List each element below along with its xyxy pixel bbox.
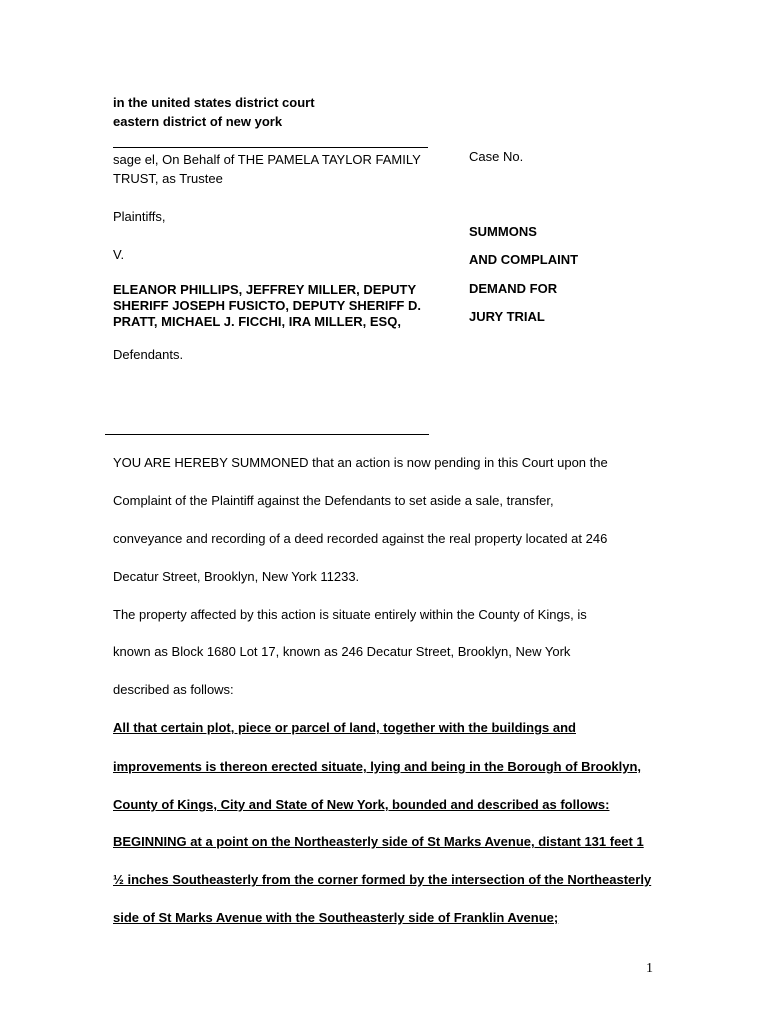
caption-bottom-rule [105,434,429,435]
plaintiffs-label: Plaintiffs, [113,209,166,224]
page-number: 1 [646,961,653,976]
legal-description-line: improvements is thereon erected situate, lying and being in the Borough of Brooklyn, [113,759,642,774]
document-title-line2: AND COMPLAINT [469,252,579,267]
case-number-label: Case No. [469,149,524,164]
plaintiff-name-line2: TRUST, as Trustee [113,171,223,186]
document-title-line3: DEMAND FOR [469,281,558,296]
legal-description-line: All that certain plot, piece or parcel of land, together with the buildings and [113,720,576,735]
document-title-line1: SUMMONS [469,224,537,239]
defendants-line2: SHERIFF JOSEPH FUSICTO, DEPUTY SHERIFF D. [113,298,421,313]
body-line: Complaint of the Plaintiff against the Defendants to set aside a sale, transfer, [113,493,554,508]
caption-top-rule [113,147,428,148]
body-line: known as Block 1680 Lot 17, known as 246 Decatur Street, Brooklyn, New York [113,644,571,659]
body-line: YOU ARE HEREBY SUMMONED that an action is now pending in this Court upon the [113,455,608,470]
plaintiff-name-line1: sage el, On Behalf of THE PAMELA TAYLOR FAMILY [113,152,421,167]
court-name-line2: eastern district of new york [113,114,283,129]
legal-description-line: County of Kings, City and State of New York, bounded and described as follows: [113,797,610,812]
versus-label: V. [113,247,125,262]
defendants-line1: ELEANOR PHILLIPS, JEFFREY MILLER, DEPUTY [113,282,417,297]
legal-description-line: ½ inches Southeasterly from the corner formed by the intersection of the Northeasterly [113,872,652,887]
legal-description-line: side of St Marks Avenue with the Southeasterly side of Franklin Avenue; [113,910,559,925]
body-line: conveyance and recording of a deed recorded against the real property located at 246 [113,531,608,546]
document-title-line4: JURY TRIAL [469,309,545,324]
body-line: described as follows: [113,682,234,697]
legal-description-line: BEGINNING at a point on the Northeasterly side of St Marks Avenue, distant 131 feet 1 [113,834,644,849]
defendants-label: Defendants. [113,347,184,362]
body-line: The property affected by this action is situate entirely within the County of Kings, is [113,607,587,622]
court-name-line1: in the united states district court [113,95,315,110]
defendants-line3: PRATT, MICHAEL J. FICCHI, IRA MILLER, ESQ, [113,314,401,329]
body-line: Decatur Street, Brooklyn, New York 11233. [113,569,360,584]
